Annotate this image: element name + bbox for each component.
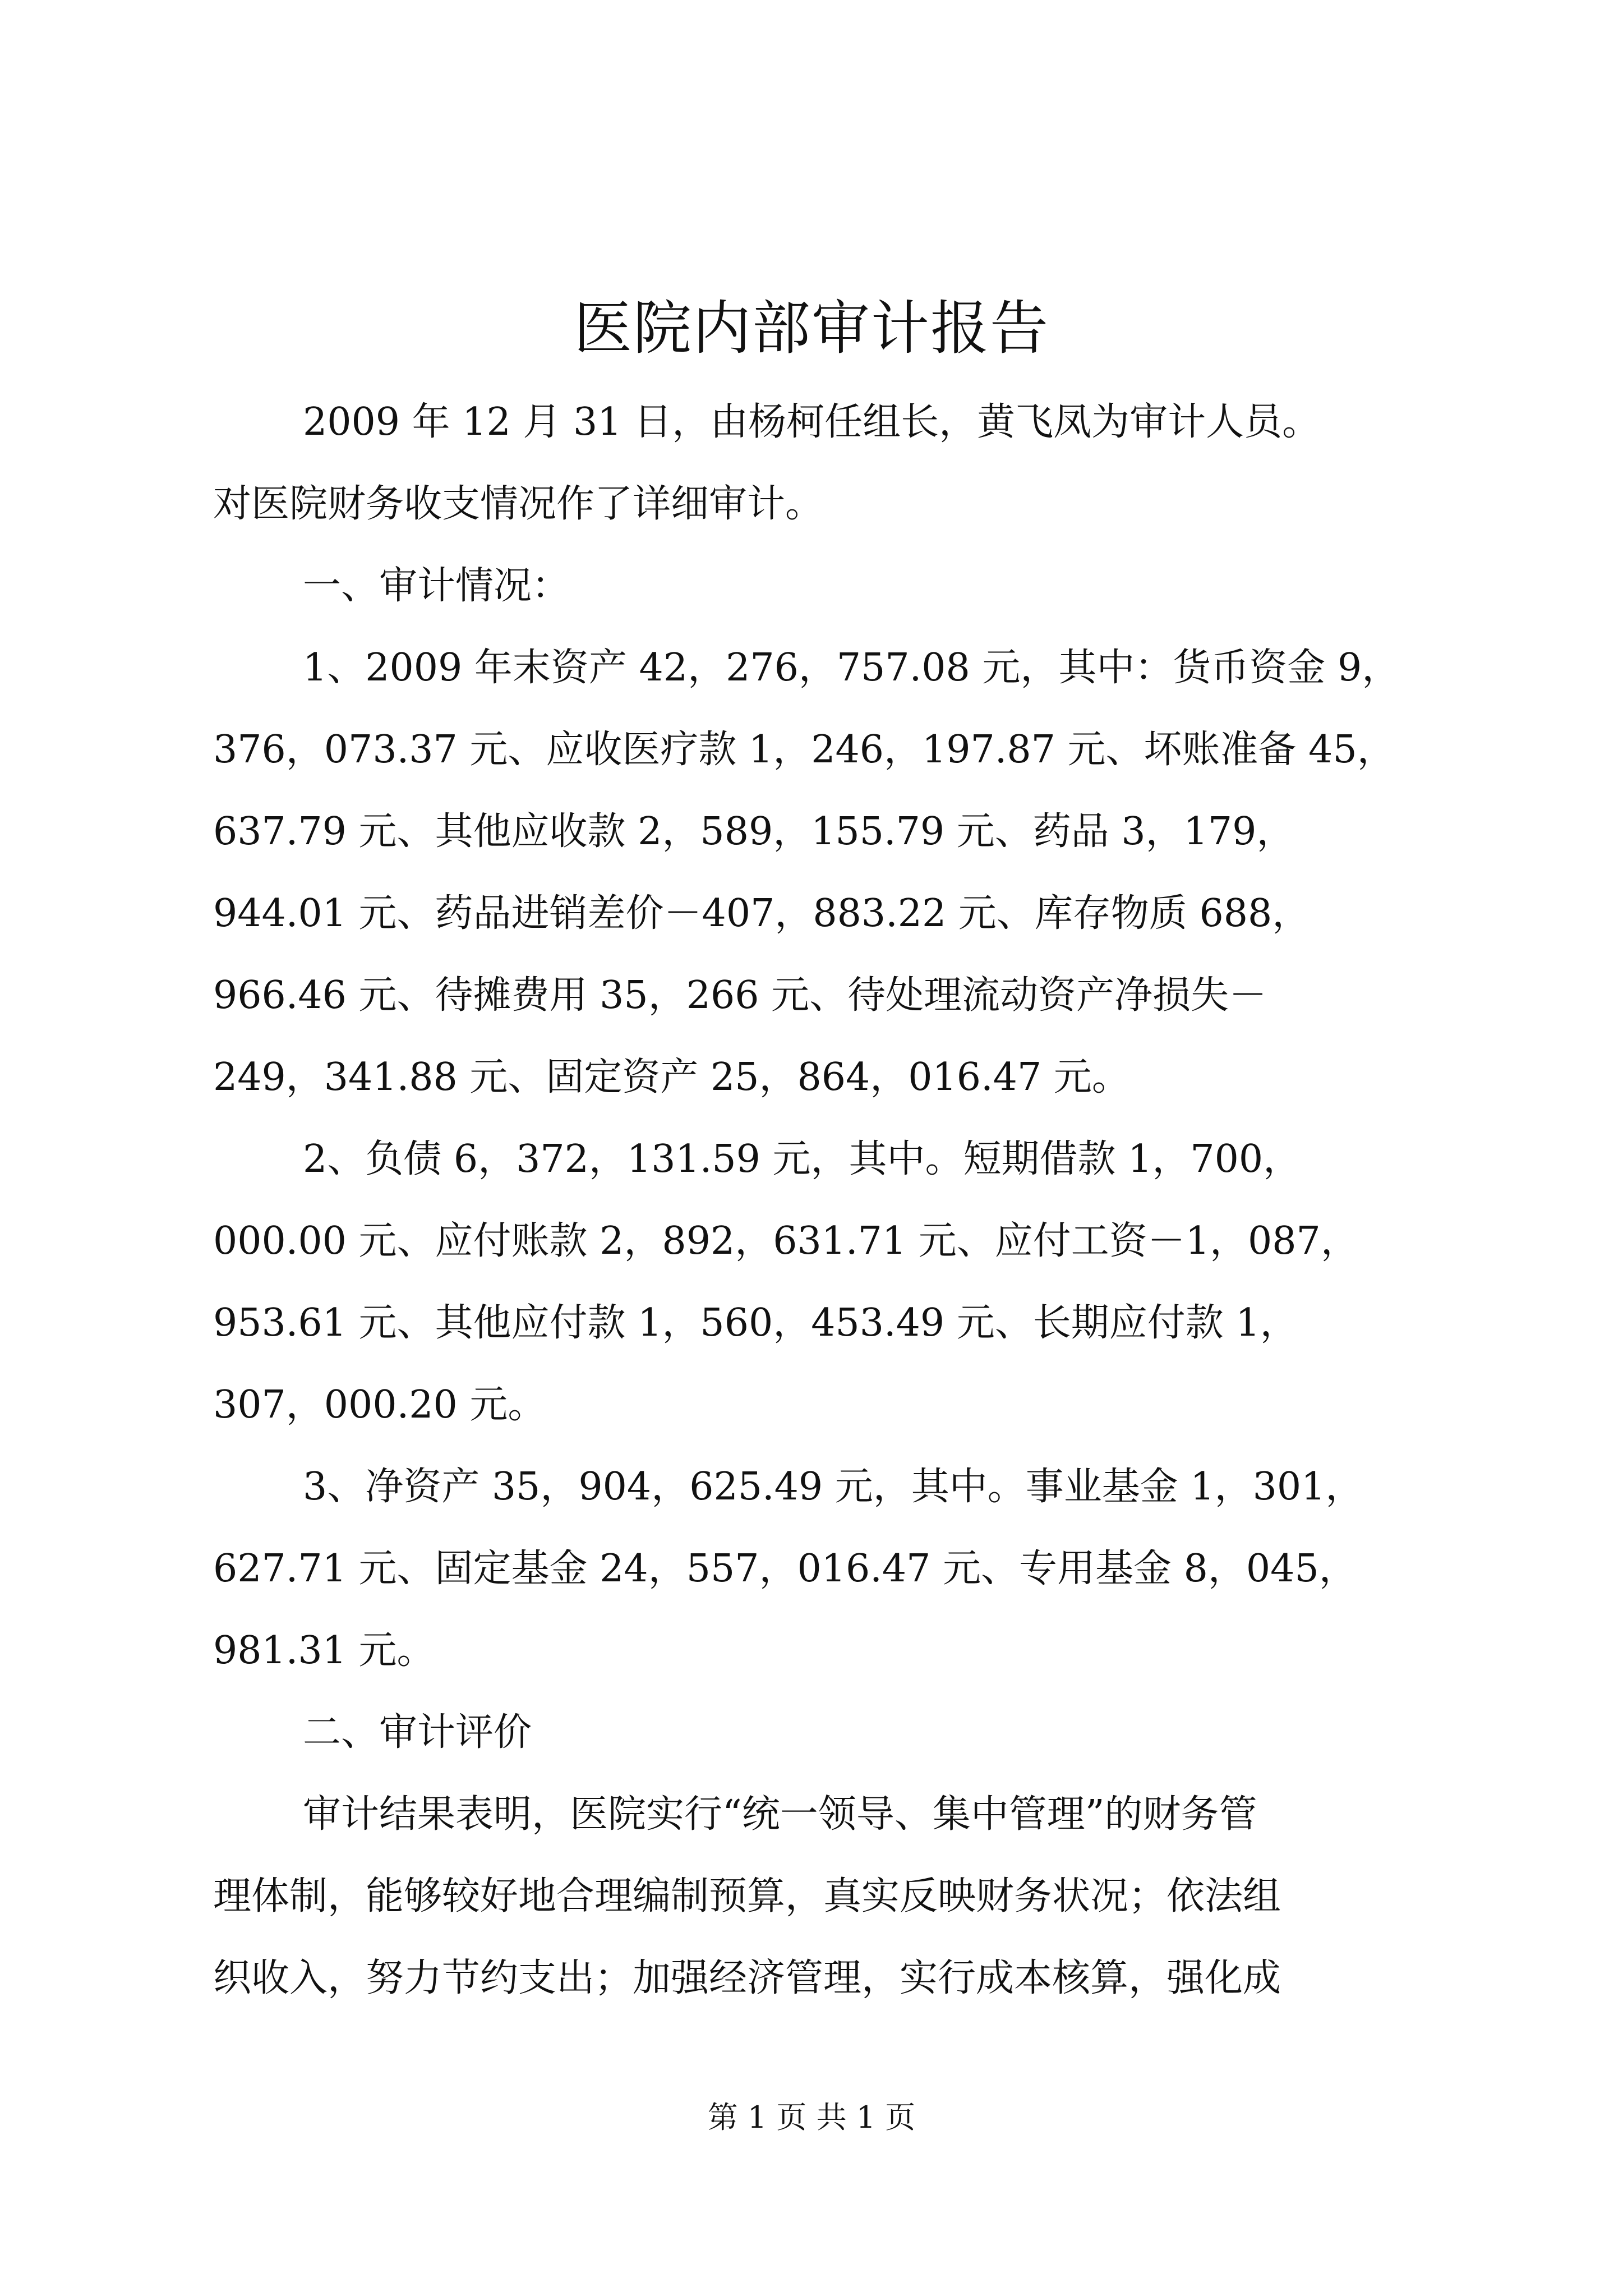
text-line: 2、负债 6，372，131.59 元，其中。短期借款 1，700， (303, 1137, 1302, 1181)
text-line: 637.79 元、其他应收款 2，589，155.79 元、药品 3，179， (213, 809, 1295, 854)
text-line: 953.61 元、其他应付款 1，560，453.49 元、长期应付款 1， (213, 1301, 1298, 1345)
text-line: 000.00 元、应付账款 2，892，631.71 元、应付工资－1，087， (213, 1219, 1359, 1263)
text-line: 审计结果表明，医院实行“统一领导、集中管理”的财务管 (303, 1792, 1257, 1837)
text-line: 织收入，努力节约支出；加强经济管理，实行成本核算，强化成 (213, 1956, 1281, 2000)
text-line: 966.46 元、待摊费用 35，266 元、待处理流动资产净损失－ (213, 973, 1267, 1018)
page-footer: 第 1 页 共 1 页 (707, 2100, 916, 2135)
text-line: 3、净资产 35，904，625.49 元，其中。事业基金 1，301， (303, 1465, 1364, 1509)
text-line: 249，341.88 元、固定资产 25，864，016.47 元。 (213, 1055, 1130, 1099)
text-line: 1、2009 年末资产 42，276，757.08 元，其中：货币资金 9， (303, 646, 1400, 690)
text-line: 对医院财务收支情况作了详细审计。 (213, 482, 824, 526)
text-line: 376，073.37 元、应收医疗款 1，246，197.87 元、坏账准备 45， (213, 728, 1395, 772)
section-heading: 二、审计评价 (303, 1710, 532, 1755)
text-line: 理体制，能够较好地合理编制预算，真实反映财务状况；依法组 (213, 1874, 1281, 1918)
section-heading: 一、审计情况： (303, 564, 570, 608)
text-line: 944.01 元、药品进销差价－407，883.22 元、库存物质 688， (213, 891, 1311, 936)
text-line: 2009 年 12 月 31 日，由杨柯任组长，黄飞凤为审计人员。 (303, 400, 1321, 444)
text-line: 981.31 元。 (213, 1628, 435, 1673)
text-line: 307，000.20 元。 (213, 1383, 546, 1427)
document-body (213, 381, 1419, 2019)
text-line: 627.71 元、固定基金 24，557，016.47 元、专用基金 8，045， (213, 1547, 1357, 1591)
document-title: 医院内部审计报告 (573, 294, 1049, 362)
